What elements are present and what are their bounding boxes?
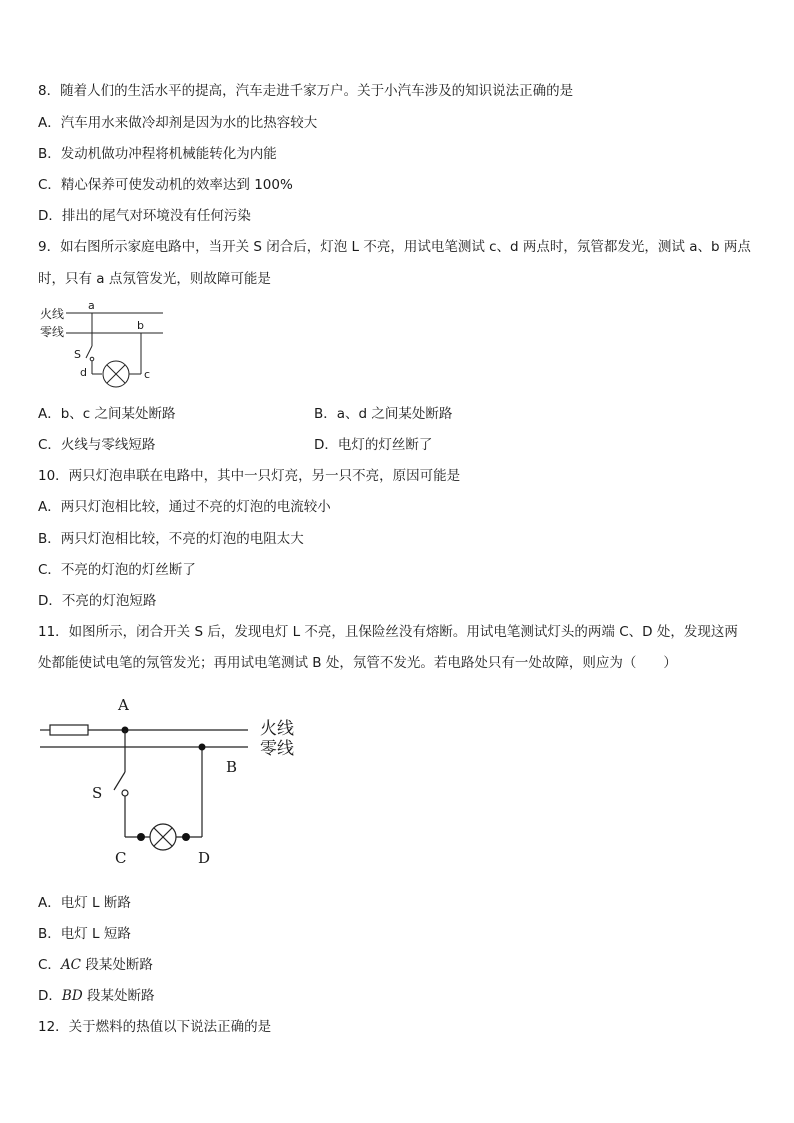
q12-stem: 12．关于燃料的热值以下说法正确的是 — [38, 1019, 272, 1035]
q9-option-d: D．电灯的灯丝断了 — [314, 437, 433, 453]
q10-option-a: A．两只灯泡相比较，通过不亮的灯泡的电流较小 — [38, 499, 331, 515]
q11-option-c — [38, 956, 153, 974]
q9-neutral-wire-label: 零线 — [40, 325, 65, 339]
q11-stem-line1: 11．如图所示，闭合开关 S 后，发现电灯 L 不亮，且保险丝没有熔断。用试电笔测试灯头的两端 C、D 处，发现这两 — [38, 624, 738, 640]
q9-stem-line2: 时，只有 a 点氖管发光，则故障可能是 — [38, 271, 271, 287]
q9-stem-line1: 9．如右图所示家庭电路中，当开关 S 闭合后，灯泡 L 不亮，用试电笔测试 c、d 两点时，氖管都发光，测试 a、b 两点 — [38, 239, 751, 255]
q11-circuit-diagram — [38, 690, 318, 870]
q11-option-a: A．电灯 L 断路 — [38, 895, 131, 911]
q11-label-B: B — [226, 758, 238, 776]
q11-live-wire-label: 火线 — [260, 719, 294, 739]
q9-label-a: a — [88, 299, 95, 312]
q11-switch-contact — [122, 790, 128, 796]
q11-node-D — [182, 833, 190, 841]
q11-option-d-suffix: 段某处断路 — [82, 988, 155, 1004]
q11-option-b: B．电灯 L 短路 — [38, 926, 131, 942]
q9-circuit-diagram — [38, 298, 178, 390]
q10-option-c: C．不亮的灯泡的灯丝断了 — [38, 562, 196, 578]
q11-option-c-suffix: 段某处断路 — [81, 957, 153, 973]
q11-label-C: C — [115, 849, 127, 867]
q11-option-c-prefix: C． — [38, 957, 61, 973]
q9-live-wire-label: 火线 — [40, 307, 65, 321]
q11-label-D: D — [198, 849, 211, 867]
q11-neutral-wire-label: 零线 — [260, 739, 294, 759]
q9-label-s: S — [74, 348, 81, 361]
q11-node-C — [137, 833, 145, 841]
q8-option-b: B．发动机做功冲程将机械能转化为内能 — [38, 146, 277, 162]
q11-fuse — [50, 725, 88, 735]
q8-option-c: C．精心保养可使发动机的效率达到 100% — [38, 177, 293, 193]
q8-stem: 8．随着人们的生活水平的提高，汽车走进千家万户。关于小汽车涉及的知识说法正确的是 — [38, 83, 574, 99]
q11-label-S: S — [92, 784, 103, 802]
q9-option-b: B．a、d 之间某处断路 — [314, 406, 453, 422]
q9-switch-s — [86, 346, 92, 358]
q9-option-a: A．b、c 之间某处断路 — [38, 406, 176, 422]
q10-stem: 10．两只灯泡串联在电路中，其中一只灯亮，另一只不亮，原因可能是 — [38, 468, 461, 484]
q10-option-b: B．两只灯泡相比较，不亮的灯泡的电阻太大 — [38, 531, 304, 547]
q9-switch-contact — [90, 357, 94, 361]
q11-node-B — [199, 744, 206, 751]
q10-option-d: D．不亮的灯泡短路 — [38, 593, 157, 609]
q8-option-d: D．排出的尾气对环境没有任何污染 — [38, 208, 251, 224]
q8-option-a: A．汽车用水来做冷却剂是因为水的比热容较大 — [38, 115, 318, 131]
q9-label-c: c — [144, 368, 151, 381]
q11-option-d-prefix: D． — [38, 988, 62, 1004]
q11-stem-line2: 处都能使试电笔的氖管发光；再用试电笔测试 B 处，氖管不发光。若电路处只有一处故障，则应为（ ） — [38, 655, 677, 671]
q11-label-A: A — [118, 696, 129, 714]
q9-option-c: C．火线与零线短路 — [38, 437, 156, 453]
q11-switch-s — [114, 772, 125, 790]
q9-label-d: d — [80, 366, 87, 379]
q11-option-d-var: BD — [61, 988, 83, 1004]
q11-option-c-var: AC — [60, 957, 82, 973]
q9-label-b: b — [137, 319, 144, 332]
q11-option-d — [38, 987, 154, 1005]
